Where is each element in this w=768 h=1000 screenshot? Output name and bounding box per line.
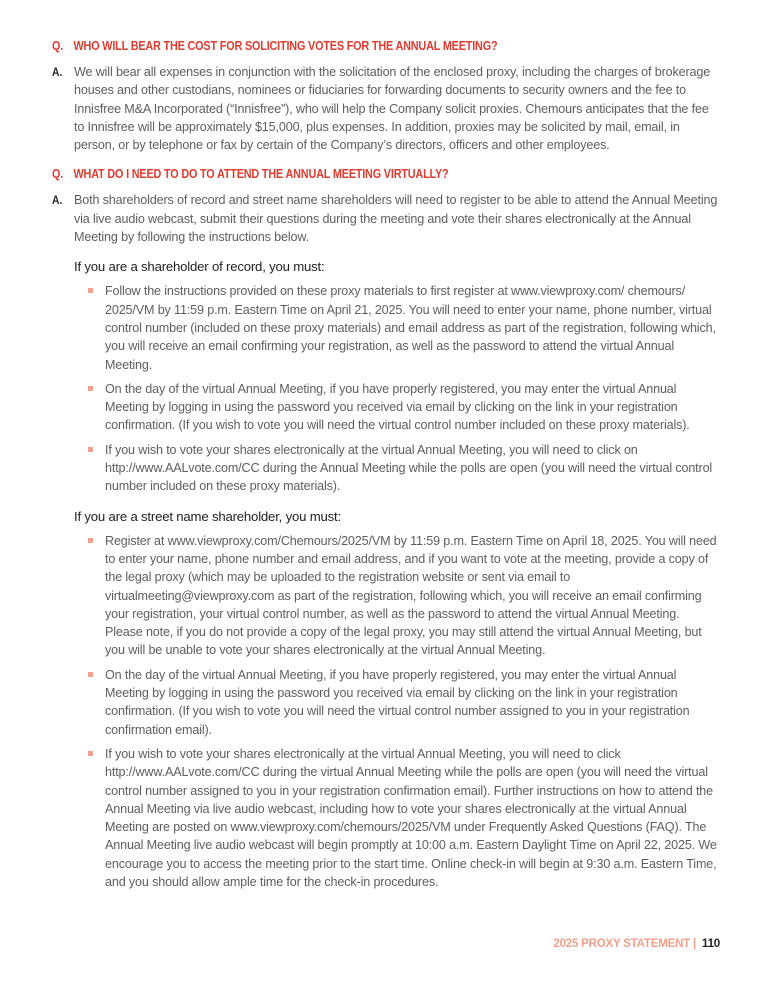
street-name-shareholder-list bbox=[88, 532, 720, 892]
list-item bbox=[88, 745, 720, 891]
list-item bbox=[88, 532, 720, 660]
question-heading bbox=[52, 38, 723, 54]
list-item-text: On the day of the virtual Annual Meeting, if you have properly registered, you may enter the virtual Annual Meeting by logging in using the password you received via email by clicking on the link in your registration confirmation. (If you wish to vote you will need the virtual control number included on these proxy materials). bbox=[105, 381, 690, 433]
answer bbox=[52, 63, 720, 154]
list-item-text: If you wish to vote your shares electronically at the virtual Annual Meeting, you will need to click on http://www.AALvote.com/CC during the Annual Meeting while the polls are open (you will need the virtual control number included on these proxy materials). bbox=[105, 442, 713, 494]
question-label: Q. bbox=[52, 167, 64, 182]
answer-text: We will bear all expenses in conjunction with the solicitation of the enclosed proxy, including the charges of brokerage houses and other custodians, nominees or fiduciaries for forwarding documents to security owners and the fee to Innisfree M&A Incorporated (“Innisfree”), who will help the Company solicit proxies. Chemours anticipates that the fee to Innisfree will be approximately $15,000, plus expenses. In addition, proxies may be solicited by mail, email, in person, or by telephone or fax by certain of the Company’s directors, officers and other employees. bbox=[74, 65, 711, 153]
document-page bbox=[52, 38, 720, 903]
footer-document-title: 2025 PROXY STATEMENT bbox=[553, 938, 691, 950]
answer-label: A. bbox=[52, 65, 63, 79]
list-item-text: Follow the instructions provided on these proxy materials to first register at www.viewproxy.com/ chemours/ 2025/VM by 11:59 p.m. Eastern Time on April 21, 2025. You will need to enter your name, phone number, virtual control number (included on these proxy materials) and email address as part of the registration, following which, you will receive an email confirming your registration, as well as the password to attend the virtual Annual Meeting. bbox=[105, 284, 716, 372]
answer-label: A. bbox=[52, 193, 63, 208]
square-bullet-icon bbox=[88, 672, 93, 677]
list-item-text: If you wish to vote your shares electronically at the virtual Annual Meeting, you will need to click http://www.AALvote.com/CC during the virtual Annual Meeting while the polls are open (you will need the virtual control number assigned to you in your registration confirmation email). Further instructions on how to attend the Annual Meeting via live audio webcast, including how to vote your shares electronically at the virtual Annual Meeting are posted on www.viewproxy.com/chemours/2025/VM under Frequently Asked Questions (FAQ). The Annual Meeting live audio webcast will begin promptly at 10:00 a.m. Eastern Daylight Time on April 22, 2025. We encourage you to access the meeting prior to the start time. Online check-in will begin at 9:30 a.m. Eastern Time, and you should allow ample time for the check-in procedures. bbox=[105, 746, 717, 889]
question-heading bbox=[52, 166, 723, 182]
answer bbox=[52, 191, 720, 246]
qa-attend-virtually bbox=[52, 166, 720, 891]
question-text: WHO WILL BEAR THE COST FOR SOLICITING VOTES FOR THE ANNUAL MEETING? bbox=[73, 39, 498, 53]
footer-separator: | bbox=[693, 938, 697, 950]
square-bullet-icon bbox=[88, 751, 93, 756]
page-number: 110 bbox=[702, 938, 720, 950]
list-item bbox=[88, 441, 720, 496]
page-footer bbox=[553, 938, 720, 950]
list-item bbox=[88, 282, 720, 373]
shareholder-of-record-heading: If you are a shareholder of record, you must: bbox=[74, 259, 325, 275]
list-item-text: On the day of the virtual Annual Meeting, if you have properly registered, you may enter the virtual Annual Meeting by logging in using the password you received via email by clicking on the link in your registration confirmation. (If you wish to vote you will need the virtual control number assigned to you in your registration confirmation email). bbox=[105, 667, 690, 737]
list-item-text: Register at www.viewproxy.com/Chemours/2025/VM by 11:59 p.m. Eastern Time on April 18, 2025. You will need to enter your name, phone number and email address, and if you want to vote at the meeting, provide a copy of the legal proxy (which may be uploaded to the registration website or sent via email to virtualmeeting@viewproxy.com as part of the registration, following which, you will receive an email confirming your registration, your virtual control number, as well as the password to attend the virtual Annual Meeting. Please note, if you do not provide a copy of the legal proxy, you may still attend the virtual Annual Meeting, but you will be unable to vote your shares electronically at the virtual Annual Meeting. bbox=[105, 533, 717, 658]
question-text: WHAT DO I NEED TO DO TO ATTEND THE ANNUAL MEETING VIRTUALLY? bbox=[73, 167, 449, 182]
street-name-shareholder-heading: If you are a street name shareholder, you must: bbox=[74, 508, 341, 524]
list-item bbox=[88, 380, 720, 435]
list-item bbox=[88, 666, 720, 739]
qa-cost-of-soliciting bbox=[52, 38, 720, 154]
question-label: Q. bbox=[52, 39, 64, 53]
square-bullet-icon bbox=[88, 447, 93, 452]
square-bullet-icon bbox=[88, 386, 93, 391]
shareholder-of-record-list bbox=[88, 282, 720, 495]
square-bullet-icon bbox=[88, 538, 93, 543]
answer-text: Both shareholders of record and street name shareholders will need to register to be able to attend the Annual Meeting via live audio webcast, submit their questions during the meeting and vote their shares electronically at the Annual Meeting by following the instructions below. bbox=[74, 193, 718, 245]
square-bullet-icon bbox=[88, 288, 93, 293]
